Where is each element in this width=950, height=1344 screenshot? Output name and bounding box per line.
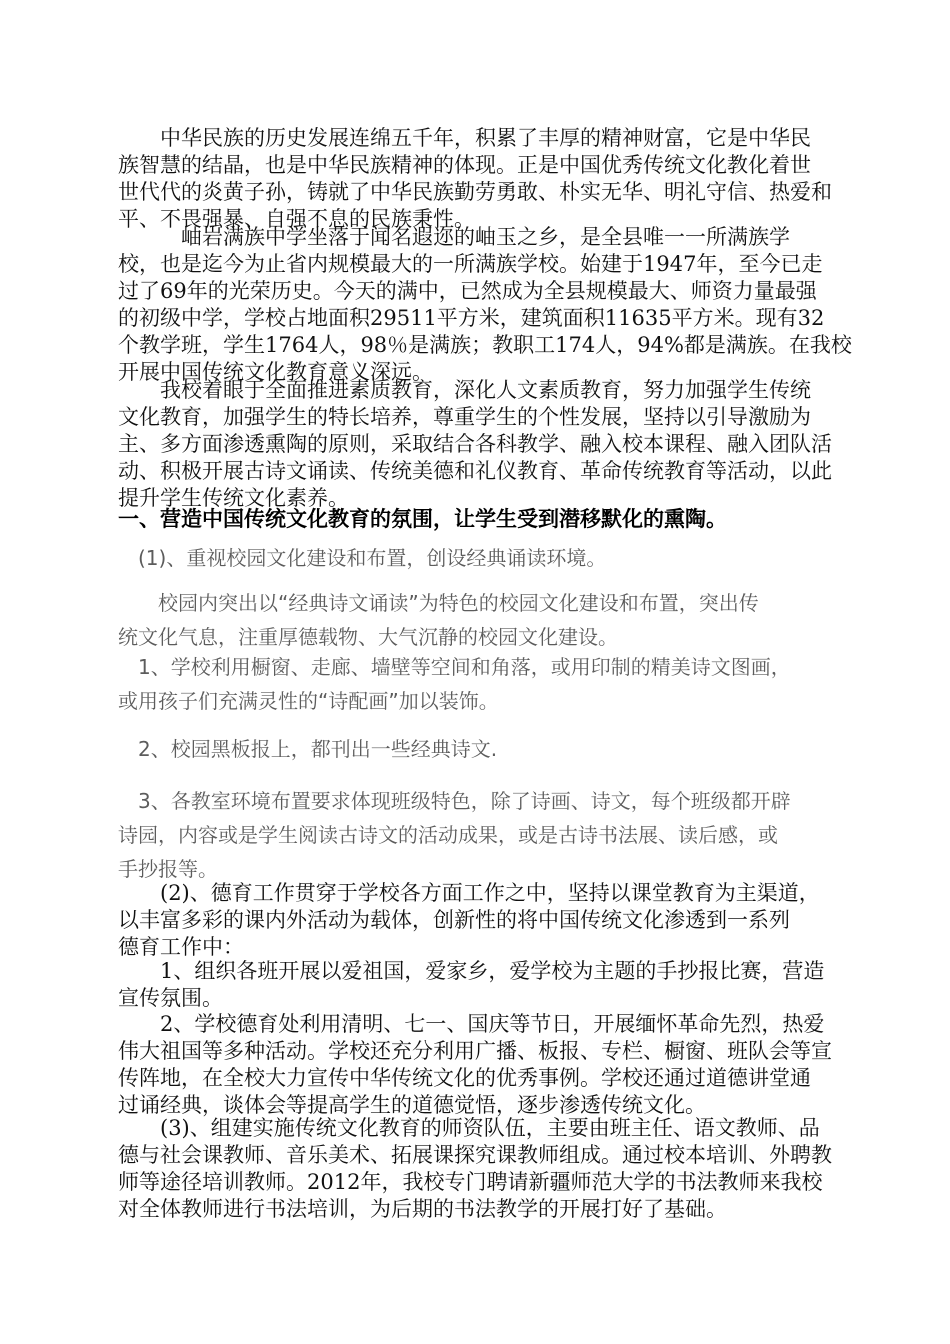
- text-line: 师等途径培训教师。2012年，我校专门聘请新疆师范大学的书法教师来我校: [118, 1170, 823, 1194]
- list-item-2: 2、校园黑板报上，都刊出一些经典诗文.: [118, 737, 498, 761]
- text-line: 2、学校德育处利用清明、七一、国庆等节日，开展缅怀革命先烈，热爱: [118, 1012, 825, 1036]
- text-line: 过了69年的光荣历史。今天的满中，已然成为全县规模最大、师资力量最强: [118, 279, 817, 303]
- text-line: 宣传氛围。: [118, 986, 223, 1010]
- text-line: 校园内突出以“经典诗文诵读”为特色的校园文化建设和布置，突出传: [118, 591, 759, 615]
- text-line: 我校着眼于全面推进素质教育，深化人文素质教育，努力加强学生传统: [118, 378, 811, 402]
- text-line: 动、积极开展古诗文诵读、传统美德和礼仪教育、革命传统教育等活动，以此: [118, 459, 832, 483]
- text-line: 岫岩满族中学坐落于闻名遐迩的岫玉之乡，是全县唯一一所满族学: [118, 225, 790, 249]
- approach-paragraph: [118, 377, 838, 512]
- text-line: 德育工作中：: [118, 935, 244, 959]
- text-line: 族智慧的结晶，也是中华民族精神的体现。正是中国优秀传统文化教化着世: [118, 153, 811, 177]
- text-line: 主、多方面渗透熏陶的原则，采取结合各科教学、融入校本课程、融入团队活: [118, 432, 832, 456]
- text-line: (2)、德育工作贯穿于学校各方面工作之中，坚持以课堂教育为主渠道，: [118, 881, 820, 905]
- text-line: 1、学校利用橱窗、走廊、墙壁等空间和角落，或用印制的精美诗文图画，: [118, 655, 791, 679]
- moral-item-1: [118, 958, 838, 1012]
- text-line: 过诵经典，谈体会等提高学生的道德觉悟，逐步渗透传统文化。: [118, 1093, 706, 1117]
- list-item-1: [118, 650, 791, 718]
- text-line: 个教学班，学生1764人，98％是满族；教职工174人，94%都是满族。在我校: [118, 333, 852, 357]
- text-line: 以丰富多彩的课内外活动为载体，创新性的将中国传统文化渗透到一系列: [118, 908, 790, 932]
- text-line: 对全体教师进行书法培训，为后期的书法教学的开展打好了基础。: [118, 1197, 727, 1221]
- moral-item-2: [118, 1011, 838, 1119]
- text-line: 统文化气息，注重厚德载物、大气沉静的校园文化建设。: [118, 625, 618, 649]
- text-line: 文化教育，加强学生的特长培养，尊重学生的个性发展，坚持以引导激励为: [118, 405, 811, 429]
- text-line: 3、各教室环境布置要求体现班级特色，除了诗画、诗文，每个班级都开辟: [118, 789, 791, 813]
- text-line: 的初级中学，学校占地面积29511平方米，建筑面积11635平方米。现有32: [118, 306, 825, 330]
- text-line: 开展中国传统文化教育意义深远。: [118, 360, 433, 384]
- text-line: 平、不畏强暴、自强不息的民族秉性。: [118, 207, 475, 231]
- campus-paragraph: [118, 586, 759, 654]
- school-paragraph: [118, 224, 852, 386]
- subsection-1-title: (1)、重视校园文化建设和布置，创设经典诵读环境。: [118, 546, 607, 570]
- list-item-3: [118, 784, 791, 886]
- text-line: 诗园，内容或是学生阅读古诗文的活动成果，或是古诗书法展、读后感，或: [118, 823, 778, 847]
- text-line: (3)、组建实施传统文化教育的师资队伍，主要由班主任、语文教师、品: [118, 1116, 820, 1140]
- text-line: 1、组织各班开展以爱祖国，爱家乡，爱学校为主题的手抄报比赛，营造: [118, 959, 825, 983]
- text-line: 校，也是迄今为止省内规模最大的一所满族学校。始建于1947年，至今已走: [118, 252, 823, 276]
- text-line: 传阵地，在全校大力宣传中华传统文化的优秀事例。学校还通过道德讲堂通: [118, 1066, 811, 1090]
- text-line: 手抄报等。: [118, 857, 218, 881]
- teacher-team-paragraph: [118, 1115, 838, 1223]
- text-line: 德与社会课教师、音乐美术、拓展课探究课教师组成。通过校本培训、外聘教: [118, 1143, 832, 1167]
- moral-education-paragraph: [118, 880, 838, 961]
- section-heading: 一、营造中国传统文化教育的氛围，让学生受到潜移默化的熏陶。: [118, 507, 727, 531]
- text-line: 提升学生传统文化素养。: [118, 486, 349, 510]
- text-line: 或用孩子们充满灵性的“诗配画”加以装饰。: [118, 689, 499, 713]
- text-line: 中华民族的历史发展连绵五千年，积累了丰厚的精神财富，它是中华民: [118, 126, 811, 150]
- intro-paragraph: [118, 125, 838, 233]
- text-line: 世代代的炎黄子孙，铸就了中华民族勤劳勇敢、朴实无华、明礼守信、热爱和: [118, 180, 832, 204]
- text-line: 伟大祖国等多种活动。学校还充分利用广播、板报、专栏、橱窗、班队会等宣: [118, 1039, 832, 1063]
